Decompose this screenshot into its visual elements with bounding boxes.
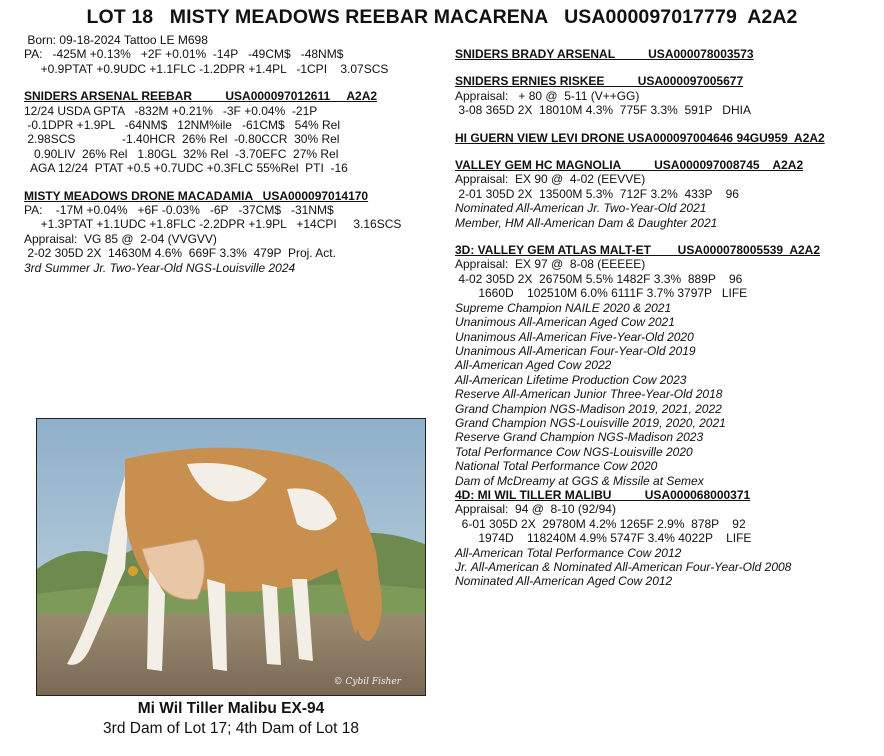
malt-line: Appraisal: EX 97 @ 8-08 (EEEEE) — [455, 257, 646, 272]
lot-title: LOT 18 MISTY MEADOWS REEBAR MACARENA USA000097017779 A2A2 — [86, 6, 798, 28]
malt-award: All-American Aged Cow 2022 — [455, 358, 612, 373]
malibu-award: Nominated All-American Aged Cow 2012 — [455, 574, 673, 589]
dam-award: 3rd Summer Jr. Two-Year-Old NGS-Louisville 2024 — [24, 260, 296, 275]
photo-caption-relation: 3rd Dam of Lot 17; 4th Dam of Lot 18 — [103, 720, 359, 737]
malibu-heading: 4D: MI WIL TILLER MALIBU USA000068000371 — [455, 487, 751, 502]
malt-heading: 3D: VALLEY GEM ATLAS MALT-ET USA000078005539 A2A2 — [455, 243, 820, 258]
dam-line: 2-02 305D 2X 14630M 4.6% 669F 3.3% 479P Proj. Act. — [24, 246, 336, 261]
sire-line: 12/24 USDA GPTA -832M +0.21% -3F +0.04% -21P — [24, 103, 318, 118]
dam-line: +1.3PTAT +1.1UDC +1.8FLC -2.2DPR +1.9PL +14CPI 3.16SCS — [24, 217, 402, 232]
cow-illustration — [37, 419, 425, 695]
malt-award: Supreme Champion NAILE 2020 & 2021 — [455, 300, 672, 315]
cow-photo — [36, 418, 426, 696]
magnolia-line: 2-01 305D 2X 13500M 5.3% 712F 3.2% 433P 96 — [455, 186, 739, 201]
magnolia-heading: VALLEY GEM HC MAGNOLIA USA000097008745 A2A2 — [455, 158, 804, 173]
malibu-award: All-American Total Performance Cow 2012 — [455, 545, 682, 560]
levi-heading: HI GUERN VIEW LEVI DRONE USA000097004646 94GU959 A2A2 — [455, 130, 825, 145]
malt-award: Grand Champion NGS-Madison 2019, 2021, 2022 — [455, 401, 722, 416]
photo-caption-name: Mi Wil Tiller Malibu EX-94 — [137, 700, 325, 717]
malibu-award: Jr. All-American & Nominated All-American Four-Year-Old 2008 — [455, 560, 792, 574]
sire-line: 0.90LIV 26% Rel 1.80GL 32% Rel -3.70EFC 27% Rel — [24, 146, 339, 161]
malt-award: Total Performance Cow NGS-Louisville 2020 — [455, 444, 693, 459]
dam-heading: MISTY MEADOWS DRONE MACADAMIA USA000097014170 — [24, 188, 369, 203]
riskee-line: 3-08 365D 2X 18010M 4.3% 775F 3.3% 591P DHIA — [455, 103, 751, 118]
malt-award: All-American Lifetime Production Cow 2023 — [455, 372, 687, 387]
riskee-heading: SNIDERS ERNIES RISKEE USA000097005677 — [455, 74, 744, 89]
sire-line: AGA 12/24 PTAT +0.5 +0.7UDC +0.3FLC 55%Rel PTI -16 — [24, 161, 348, 176]
riskee-line: Appraisal: + 80 @ 5-11 (V++GG) — [455, 88, 640, 103]
malt-award: National Total Performance Cow 2020 — [455, 459, 658, 474]
left-column — [24, 33, 444, 275]
born-line: Born: 09-18-2024 Tattoo LE M698 — [24, 33, 208, 47]
malt-award: Grand Champion NGS-Louisville 2019, 2020, 2021 — [455, 415, 726, 430]
sire-heading: SNIDERS ARSENAL REEBAR USA000097012611 A2A2 — [24, 89, 378, 104]
malt-award: Unanimous All-American Five-Year-Old 2020 — [455, 329, 694, 344]
brady-heading: SNIDERS BRADY ARSENAL USA000078003573 — [455, 47, 754, 61]
magnolia-line: Appraisal: EX 90 @ 4-02 (EEVVE) — [455, 172, 646, 187]
dam-line: Appraisal: VG 85 @ 2-04 (VVGVV) — [24, 231, 217, 246]
malt-award: Dam of McDreamy at GGS & Missile at Semex — [455, 473, 704, 488]
malibu-line: 6-01 305D 2X 29780M 4.2% 1265F 2.9% 878P 92 — [455, 516, 746, 531]
sire-line: 2.98SCS -1.40HCR 26% Rel -0.80CCR 30% Rel — [24, 132, 340, 147]
magnolia-award: Member, HM All-American Dam & Daughter 2021 — [455, 215, 718, 230]
magnolia-award: Nominated All-American Jr. Two-Year-Old 2021 — [455, 201, 707, 216]
malt-line: 4-02 305D 2X 26750M 5.5% 1482F 3.3% 889P 96 — [455, 271, 743, 286]
malt-award: Unanimous All-American Aged Cow 2021 — [455, 315, 675, 330]
malibu-line: Appraisal: 94 @ 8-10 (92/94) — [455, 502, 616, 517]
right-column — [455, 47, 875, 589]
malt-award: Unanimous All-American Four-Year-Old 2019 — [455, 343, 696, 358]
malt-award: Reserve All-American Junior Three-Year-Old 2018 — [455, 387, 723, 402]
photo-credit: © Cybil Fisher — [333, 677, 401, 687]
sire-line: -0.1DPR +1.9PL -64NM$ 12NM%ile -61CM$ 54% Rel — [24, 118, 341, 133]
malt-line: 1660D 102510M 6.0% 6111F 3.7% 3797P LIFE — [455, 286, 748, 301]
pa-line-2: +0.9PTAT +0.9UDC +1.1FLC -1.2DPR +1.4PL -1CPI 3.07SCS — [24, 61, 389, 76]
malt-award: Reserve Grand Champion NGS-Madison 2023 — [455, 430, 704, 445]
dam-line: PA: -17M +0.04% +6F -0.03% -6P -37CM$ -31NM$ — [24, 203, 334, 218]
pa-line-1: PA: -425M +0.13% +2F +0.01% -14P -49CM$ -48NM$ — [24, 47, 344, 62]
malibu-line: 1974D 118240M 4.9% 5747F 3.4% 4022P LIFE — [455, 531, 752, 546]
